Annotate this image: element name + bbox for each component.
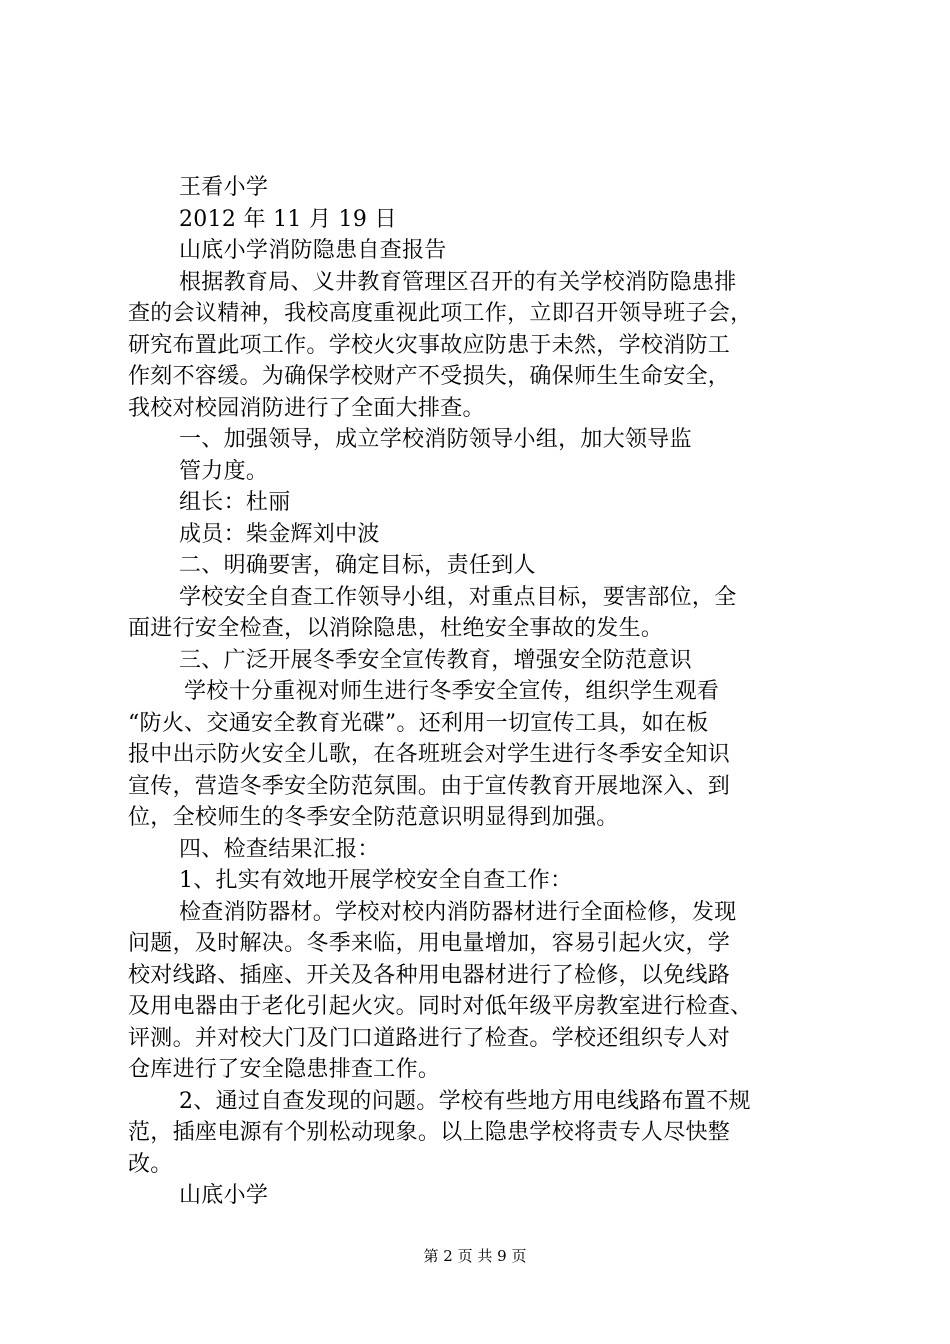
paragraph-line: 2、通过自查发现的问题。学校有些地方用电线路布置不规 [179,1088,751,1114]
paragraph-line: 问题，及时解决。冬季来临，用电量增加，容易引起火灾，学 [128,931,731,956]
section-heading: 四、检查结果汇报： [179,836,380,862]
paragraph-line: 改。 [128,1151,173,1177]
paragraph-line: 报中出示防火安全儿歌，在各班班会对学生进行冬季安全知识 [128,742,731,767]
report-title: 山底小学消防隐患自查报告 [179,238,447,263]
document-body [128,172,838,1212]
paragraph-line: 检查消防器材。学校对校内消防器材进行全面检修，发现 [179,899,737,925]
paragraph-line: 位，全校师生的冬季安全防范意识明显得到加强。 [128,805,619,830]
paragraph-line: 作刻不容缓。为确保学校财产不受损失，确保师生生命安全， [128,364,731,389]
paragraph-line: 我校对校园消防进行了全面大排查。 [128,395,485,421]
date-line: 2012 年 11 月 19 日 [179,206,397,232]
paragraph-line: 根据教育局、义井教育管理区召开的有关学校消防隐患排 [179,269,737,295]
paragraph-line: 评测。并对校大门及门口道路进行了检查。学校还组织专人对 [128,1025,731,1051]
paragraph-line: 校对线路、插座、开关及各种用电器材进行了检修，以免线路 [128,962,731,988]
signature-line: 山底小学 [179,1183,269,1208]
section-heading: 二、明确要害，确定目标，责任到人 [179,553,536,578]
paragraph-line: 仓库进行了安全隐患排查工作。 [128,1057,441,1082]
subsection-heading: 1、扎实有效地开展学校安全自查工作： [179,868,573,893]
paragraph-line: 范，插座电源有个别松动现象。以上隐患学校将责专人尽快整 [128,1120,731,1145]
school-name-line: 王看小学 [179,175,269,200]
paragraph-line: 及用电器由于老化引起火灾。同时对低年级平房教室进行检查、 [128,994,753,1019]
paragraph-line: 学校安全自查工作领导小组，对重点目标，要害部位，全 [179,584,737,610]
paragraph-line: “防火、交通安全教育光碟”。还利用一切宣传工具，如在板 [128,710,709,736]
paragraph-line: 管力度。 [179,458,269,484]
section-heading: 一、加强领导，成立学校消防领导小组，加大领导监 [179,427,692,452]
section-heading: 三、广泛开展冬季安全宣传教育，增强安全防范意识 [179,647,692,673]
page-number: 第 2 页 共 9 页 [423,1247,527,1265]
paragraph-line: 查的会议精神，我校高度重视此项工作，立即召开领导班子会， [128,301,753,326]
paragraph-line: 宣传，营造冬季安全防范氛围。由于宣传教育开展地深入、到 [128,773,731,799]
paragraph-line: 研究布置此项工作。学校火灾事故应防患于未然，学校消防工 [128,332,731,358]
paragraph-line: 面进行安全检查，以消除隐患，杜绝安全事故的发生。 [128,616,664,641]
team-members-line: 成员：柴金辉刘中波 [179,521,380,547]
team-leader-line: 组长：杜丽 [179,490,291,515]
paragraph-line: 学校十分重视对师生进行冬季安全宣传，组织学生观看 [184,679,720,704]
